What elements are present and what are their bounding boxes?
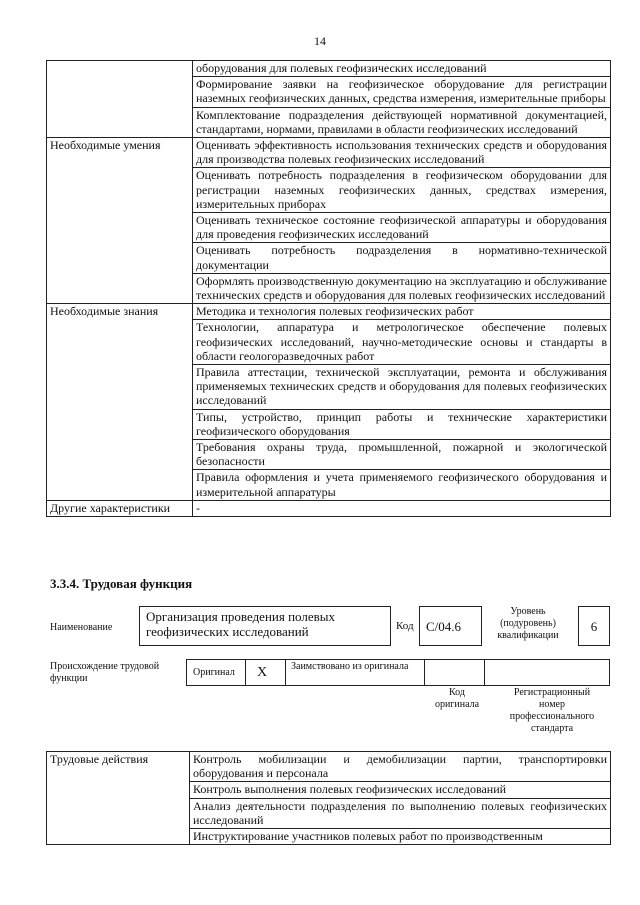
code-value: C/04.6 <box>426 619 462 634</box>
table-cell: Контроль выполнения полевых геофизических исследований <box>190 782 611 798</box>
table-cell: оборудования для полевых геофизических исследований <box>193 61 611 77</box>
row-label: Необходимые умения <box>47 138 193 304</box>
table-cell: Типы, устройство, принцип работы и технические характеристики геофизического оборудования <box>193 409 611 439</box>
level-value: 6 <box>590 619 598 634</box>
table-cell: Инструктирование участников полевых работ по производственным <box>190 829 611 845</box>
table-row <box>47 500 611 516</box>
code-box <box>419 606 482 646</box>
table-row <box>47 304 611 320</box>
origin-label: Происхождение трудовой функции <box>50 661 160 684</box>
function-name: Организация проведения полевых геофизических исследований <box>146 609 336 639</box>
row-label <box>47 61 193 138</box>
table-row <box>47 61 611 77</box>
original-label: Оригинал <box>193 667 235 678</box>
row-label: Другие характеристики <box>47 500 193 516</box>
row-label: Необходимые знания <box>47 304 193 501</box>
table-row <box>47 752 611 782</box>
name-label: Наименование <box>50 622 113 633</box>
table-cell: Требования охраны труда, промышленной, пожарной и экологической безопасности <box>193 440 611 470</box>
table-cell: Технологии, аппаратура и метрологическое обеспечение полевых геофизических исследований, научно-методические основы и стандарты в области геологоразведочных работ <box>193 320 611 365</box>
level-label: Уровень (подуровень) квалификации <box>497 606 559 641</box>
table-cell: Оценивать эффективность использования технических средств и оборудования для производства полевых геофизических исследований <box>193 138 611 168</box>
reg-number-caption: Регистрационный номер профессионального стандарта <box>509 687 595 734</box>
divider <box>285 659 286 686</box>
level-box <box>578 606 610 646</box>
table-row <box>47 138 611 168</box>
orig-code-caption: Код оригинала <box>434 687 480 710</box>
table-cell: Правила аттестации, технической эксплуатации, ремонта и обслуживания применяемых технических средств и оборудования для полевых геофизических исследований <box>193 365 611 410</box>
table-cell: Правила оформления и учета применяемого геофизического оборудования и измерительной аппаратуры <box>193 470 611 500</box>
borrowed-label: Заимствовано из оригинала <box>291 661 409 672</box>
original-mark: X <box>257 665 268 680</box>
table-cell: Оценивать потребность подразделения в геофизическом оборудовании для регистрации наземных геофизических данных, средствах измерения, измерительных приборах <box>193 168 611 213</box>
row-label: Трудовые действия <box>47 752 190 845</box>
function-name-box <box>139 606 391 646</box>
table-cell: Контроль мобилизации и демобилизации партии, транспортировки оборудования и персонала <box>190 752 611 782</box>
table-cell: Формирование заявки на геофизическое оборудование для регистрации наземных геофизических данных, средства измерения, измерительные приборы <box>193 77 611 107</box>
table-cell: Методика и технология полевых геофизических работ <box>193 304 611 320</box>
table-cell: Оценивать техническое состояние геофизической аппаратуры и оборудования для проведения геофизических исследований <box>193 213 611 243</box>
divider <box>484 659 485 686</box>
section-heading: 3.3.4. Трудовая функция <box>50 576 193 591</box>
divider <box>424 659 425 686</box>
code-label: Код <box>396 620 414 632</box>
table-cell: Комплектование подразделения действующей нормативной документацией, стандартами, нормами, правилами в области геофизических исследований <box>193 107 611 137</box>
requirements-table <box>46 60 611 517</box>
table-cell: Оформлять производственную документацию на эксплуатацию и обслуживание технических средств и оборудования для полевых геофизических исследований <box>193 273 611 303</box>
table-cell: Анализ деятельности подразделения по выполнению полевых геофизических исследований <box>190 798 611 828</box>
table-cell: Оценивать потребность подразделения в нормативно-технической документации <box>193 243 611 273</box>
table-cell: - <box>193 500 611 516</box>
labor-actions-table <box>46 751 611 845</box>
page-number: 14 <box>314 34 326 48</box>
divider <box>245 659 246 686</box>
